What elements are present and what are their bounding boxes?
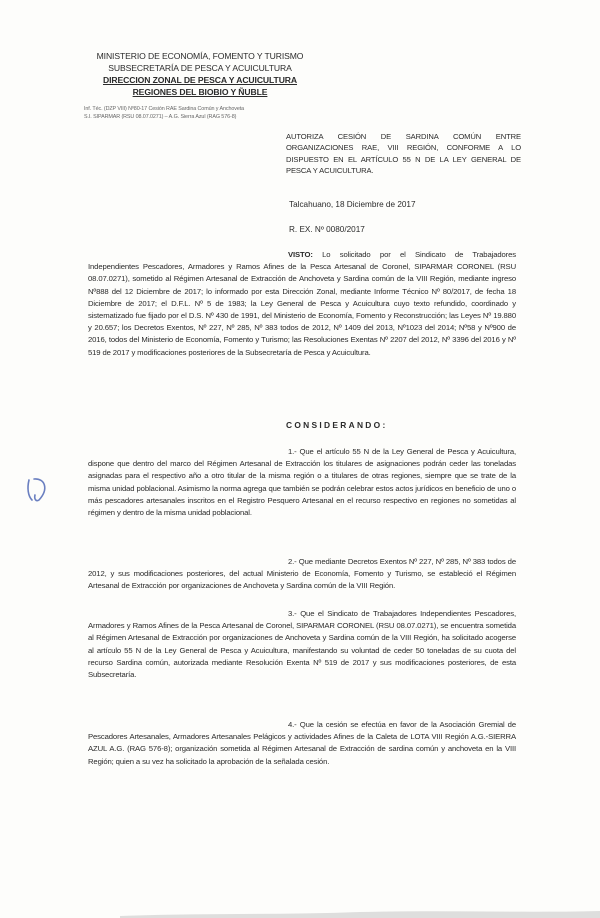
ministry-name: MINISTERIO DE ECONOMÍA, FOMENTO Y TURISMO <box>96 51 304 61</box>
handwritten-page-mark <box>25 474 51 504</box>
regiones-name: REGIONES DEL BIOBIO Y ÑUBLE <box>132 87 268 97</box>
considerando-item-3 <box>88 608 516 681</box>
visto-paragraph <box>88 249 516 359</box>
considerando-text: Que la cesión se efectúa en favor de la Asociación Gremial de Pescadores Artesanales, Armadores Artesanales Pelágicos y actividades Afines de la Caleta de LOTA VIII Región A.G.-SIERRA AZUL A.G. (RAG 576-8); organización sometida al Régimen Artesanal de Extracción de sardina común y anchoveta en la VIII Región; quien a su vez ha solicitado la aprobación de la señalada cesión. <box>88 720 516 766</box>
resolution-number: R. EX. Nº 0080/2017 <box>289 225 365 234</box>
scan-edge-shadow <box>120 904 600 918</box>
considerando-item-2 <box>88 556 516 593</box>
visto-text: Lo solicitado por el Sindicato de Trabajadores Independientes Pescadores, Armadores y Ramos Afines de la Pesca Artesanal de Coronel, SIPARMAR CORONEL (RSU 08.07.0271), sometido al Régimen Artesanal de Extracción de Anchoveta y Sardina común de la VIII Región, mediante ingreso Nº888 del 12 Diciembre de 2017; lo informado por esta Dirección Zonal, mediante Informe Técnico Nº 80/2017, de fecha 18 Diciembre de 2017; el D.F.L. Nº 5 de 1983; la Ley General de Pesca y Acuicultura cuyo texto refundido, coordinado y sistematizado fue fijado por el D.S. Nº 430 de 1991, del Ministerio de Economía, Fomento y Reconstrucción; las Leyes Nº 19.880 y 20.657; los Decretos Exentos, Nº 227, Nº 285, Nº 383 todos de 2012, Nº 1409 del 2013, Nº1023 del 2014; Nº58 y Nº900 de 2016, todos del Ministerio de Economía, Fomento y Turismo; las Resoluciones Exentas Nº 2207 del 2012, Nº 3396 del 2016 y Nº 519 de 2017 y modificaciones posteriores de la Subsecretaría de Pesca y Acuicultura. <box>88 250 516 357</box>
considerando-number: 3.- <box>288 609 297 618</box>
considerando-heading: CONSIDERANDO: <box>286 420 388 430</box>
considerando-number: 1.- <box>288 447 297 456</box>
reference-lines <box>84 106 244 121</box>
considerando-item-1 <box>88 446 516 519</box>
considerando-text: Que el artículo 55 N de la Ley General de Pesca y Acuicultura, dispone que dentro del marco del Régimen Artesanal de Extracción los titulares de asignaciones podrán ceder las toneladas asignadas para el respectivo año a otro titular de la misma región o a titulares de otras regiones, siempre que se trate de la misma unidad poblacional. Asimismo la norma agrega que también se podrán celebrar estos actos jurídicos en beneficio de uno o más pescadores artesanales inscritos en el Registro Pesquero Artesanal en el recurso respectivo en regiones no sometidas al régimen y dentro de la misma unidad poblacional. <box>88 447 516 518</box>
subject-block: AUTORIZA CESIÓN DE SARDINA COMÚN ENTRE ORGANIZACIONES RAE, VIII REGIÓN, CONFORME A LO DISPUESTO EN EL ARTÍCULO 55 N DE LA LEY GENERAL DE PESCA Y ACUICULTURA. <box>286 132 521 176</box>
considerando-number: 2.- <box>288 557 297 566</box>
considerando-number: 4.- <box>288 720 297 729</box>
letterhead <box>60 50 340 98</box>
direccion-name: DIRECCION ZONAL DE PESCA Y ACUICULTURA <box>102 75 298 85</box>
reference-line-1: Inf. Téc. (DZP VIII) Nº80-17 Cesión RAE Sardina Común y Anchoveta <box>84 106 245 112</box>
subsecretaria-name: SUBSECRETARÍA DE PESCA Y ACUICULTURA <box>108 63 292 73</box>
reference-line-2: S.I. SIPARMAR (RSU 08.07.0271) – A.G. Sierra Azul (RAG 576-8) <box>84 113 237 120</box>
visto-label: VISTO: <box>288 250 313 259</box>
place-date: Talcahuano, 18 Diciembre de 2017 <box>289 200 416 209</box>
considerando-item-4 <box>88 719 516 768</box>
considerando-text: Que el Sindicato de Trabajadores Independientes Pescadores, Armadores y Ramos Afines de la Pesca Artesanal de Coronel, SIPARMAR CORONEL (RSU 08.07.0271), se encuentra sometida al Régimen Artesanal de Extracción por organizaciones de Anchoveta y Sardina común de la VIII Región, ha solicitado acogerse al artículo 55 N de la Ley General de Pesca y Acuicultura, manifestando su voluntad de ceder 50 toneladas de su cuota del recurso Sardina común, autorizada mediante Resolución Exenta Nº 519 de 2017 y sus modificaciones posteriores, de esta Subsecretaría. <box>88 609 516 680</box>
considerando-text: Que mediante Decretos Exentos Nº 227, Nº 285, Nº 383 todos de 2012, y sus modificaciones posteriores, del actual Ministerio de Economía, Fomento y Turismo, se estableció el Régimen Artesanal de Extracción por organizaciones de Anchoveta y Sardina común de la VIII Región. <box>88 557 516 591</box>
